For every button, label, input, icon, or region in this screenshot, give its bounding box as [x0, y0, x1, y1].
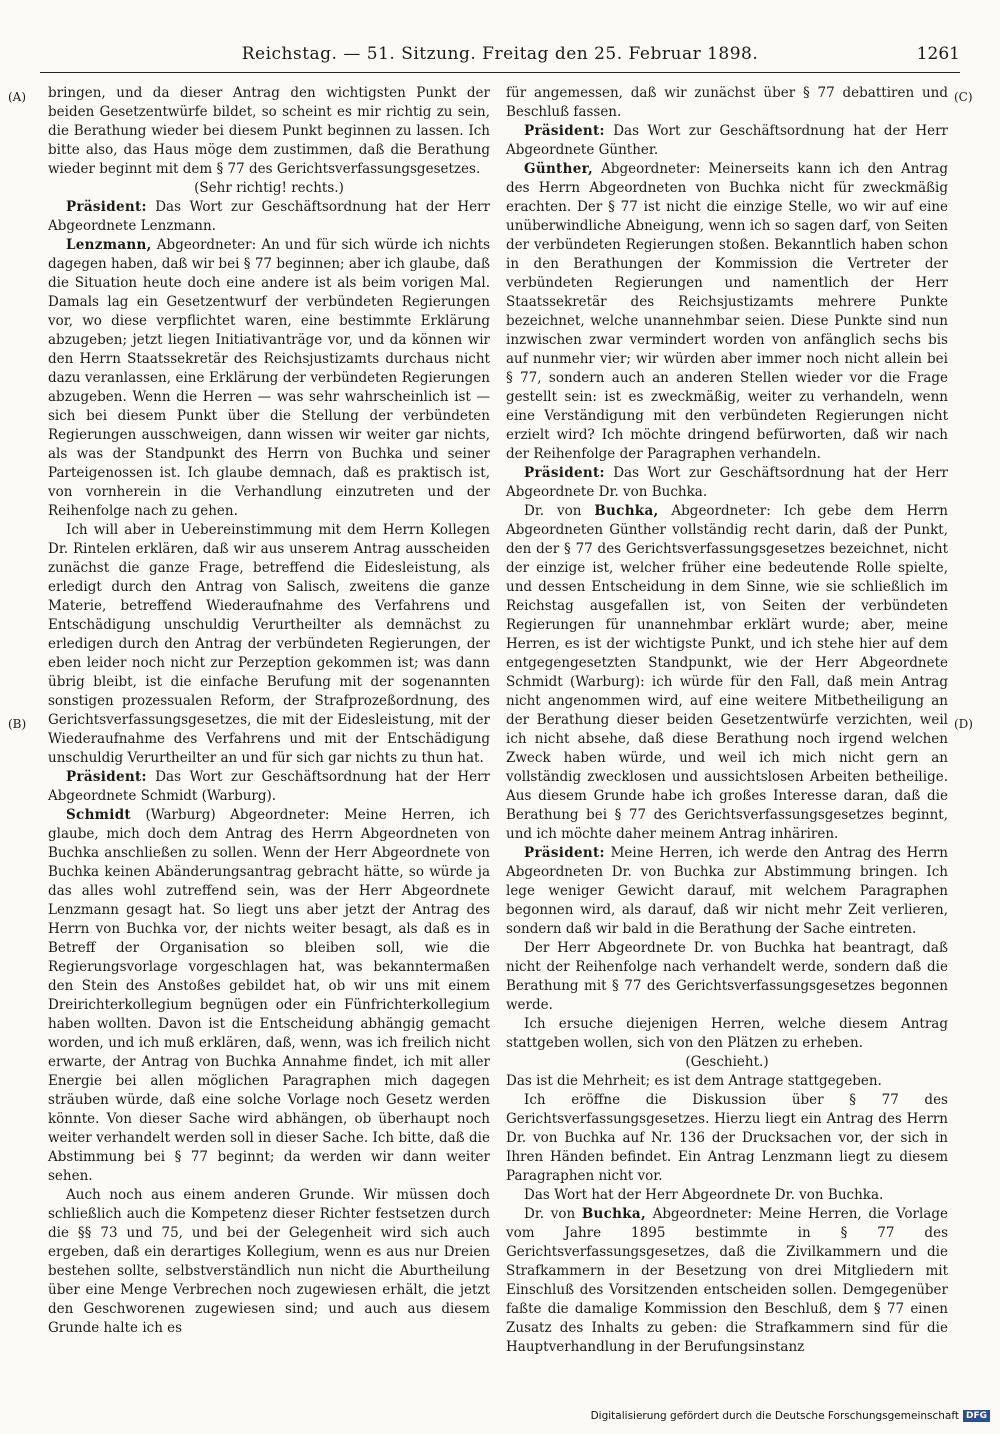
paragraph [506, 464, 948, 502]
paragraph [506, 1205, 948, 1357]
paragraph-text: Ich will aber in Uebereinstimmung mit dem Herrn Kollegen Dr. Rintelen erklären, daß wir aus unserem Antrag ausscheiden zunächst die ganze Frage, betreffend die Eidesleistung, als erledigt durch den Antrag von Salisch, zweitens die ganze Materie, betreffend Wiederaufnahme des Verfahrens und Entschädigung unschuldig Verurtheilter als demnächst zu erledigen durch den Antrag der verbündeten Regierungen, der eben leider noch nicht zur Perzeption gekommen ist; was dann übrig bleibt, ist die einfache Berufung mit der sogenannten sonstigen prozessualen Reform, der Strafprozeßordnung, des Gerichtsverfassungsgesetzes, die mit der Eidesleistung, mit der Wiederaufnahme des Verfahrens und mit der Entschädigung unschuldig Verurtheilter an und für sich gar nichts zu thun hat. [48, 522, 490, 766]
paragraph-text: Abgeordneter: Meinerseits kann ich den Antrag des Herrn Abgeordneten von Buchka nicht für zweckmäßig erachten. Der § 77 ist nicht die einzige Stelle, wo wir auf eine unüberwindliche Abneigung, wenn ich so sagen darf, von Seiten der verbündeten Regierungen stoßen. Bekanntlich haben schon in den Berathungen der Kommission die Vertreter der verbündeten Regierungen und namentlich der Herr Staatssekretär des Reichsjustizamts mehrere Punkte bezeichnet, welche unannehmbar seien. Diese Punkte sind nun inzwischen zwar vermindert worden von anfänglich sechs bis auf nunmehr vier; wir würden aber immer noch nicht allein bei § 77, sondern auch an anderen Stellen wieder vor die Frage gestellt sein: ist es zweckmäßig, weiter zu verhandeln, wenn eine Verständigung mit den verbündeten Regierungen nicht erzielt wird? Ich möchte dringend befürworten, daß wir nach der Reihenfolge der Paragraphen verhandeln. [506, 161, 948, 462]
paragraph-text: Meine Herren, ich werde den Antrag des Herrn Abgeordneten Dr. von Buchka zur Abstimmung bringen. Ich lege weniger Gewicht darauf, mit welchem Paragraphen begonnen wird, als darauf, daß wir nicht mehr Zeit verlieren, sondern daß wir bald in die Berathung der Sache eintreten. [506, 845, 948, 937]
speaker-name: Präsident: [66, 769, 147, 785]
page-header [40, 44, 960, 68]
speaker-name: Schmidt [66, 807, 131, 823]
margin-mark-d: (D) [954, 717, 973, 731]
paragraph-text: (Sehr richtig! rechts.) [194, 180, 344, 196]
paragraph-text: Abgeordneter: Meine Herren, die Vorlage vom Jahre 1895 bestimmte in § 77 des Gerichtsverfassungsgesetzes, daß die Zivilkammern und die Strafkammern in der Besetzung von drei Mitgliedern mit Einschluß des Vorsitzenden entscheiden sollen. Demgegenüber faßte die damalige Kommission den Beschluß, dem § 77 einen Zusatz des Inhalts zu geben: die Strafkammern sind für die Hauptverhandlung in der Berufungsinstanz [506, 1206, 948, 1355]
paragraph-text: Das Wort zur Geschäftsordnung hat der Herr Abgeordnete Schmidt (Warburg). [48, 769, 490, 804]
paragraph-text: Auch noch aus einem anderen Grunde. Wir müssen doch schließlich auch die Kompetenz dieser Richter festsetzen durch die §§ 73 und 75, und bei der Gelegenheit wird sich auch ergeben, daß ein derartiges Kollegium, wenn es aus nur Dreien bestehen sollte, selbstverständlich nun nicht die Aburtheilung über eine Menge Verbrechen noch zugewiesen erhält, die jetzt den Geschworenen zugewiesen sind; und auch aus diesem Grunde halte ich es [48, 1187, 490, 1336]
paragraph [506, 1186, 948, 1205]
margin-mark-c: (C) [954, 90, 973, 104]
speaker-prefix: Dr. von [524, 1206, 582, 1222]
paragraph [506, 1015, 948, 1053]
paragraph-text: Das Wort zur Geschäftsordnung hat der Herr Abgeordnete Dr. von Buchka. [506, 465, 948, 500]
paragraph-text: Das ist die Mehrheit; es ist dem Antrage stattgegeben. [506, 1073, 882, 1089]
paragraph-text: (Warburg) Abgeordneter: Meine Herren, ich glaube, mich doch dem Antrag des Herrn Abgeordneten von Buchka anschließen zu sollen. Wenn der Herr Abgeordnete von Buchka keinen Abänderungsantrag gebracht hätte, so würde ja das alles wohl zutreffend sein, was der Herr Abgeordnete Lenzmann gesagt hat. So liegt uns aber jetzt der Antrag des Herrn von Buchka vor, der nichts weiter besagt, als daß es in Betreff der Organisation so bleiben soll, wie die Regierungsvorlage vorgeschlagen hat, was bekanntermaßen den Stein des Anstoßes gebildet hat, ob wir uns mit einem Dreirichterkollegium begnügen oder ein Fünfrichterkollegium haben wollten. Davon ist die Entscheidung abhängig gemacht worden, und ich muß erklären, daß, wenn, was ich freilich nicht erwarte, der Antrag von Buchka Annahme findet, ich mit aller Energie bei allen möglichen Paragraphen mich dagegen sträuben würde, daß eine solche Vorlage noch Gesetz werden könnte. Von dieser Sache wird abhängen, ob überhaupt noch weiter verhandelt werden soll in dieser Sache. Ich bitte, daß die Abstimmung bei § 77 beginnt; da werden wir dann weiter sehen. [48, 807, 490, 1184]
speaker-name: Buchka, [594, 503, 659, 519]
paragraph [48, 806, 490, 1186]
paragraph-text: Ich eröffne die Diskussion über § 77 des Gerichtsverfassungsgesetzes. Hierzu liegt ein Antrag des Herrn Dr. von Buchka auf Nr. 136 der Drucksachen vor, der sich in Ihren Händen befindet. Ein Antrag Lenzmann liegt zu diesem Paragraphen nicht vor. [506, 1092, 948, 1184]
margin-mark-a: (A) [8, 90, 27, 104]
paragraph-text: Das Wort hat der Herr Abgeordnete Dr. von Buchka. [524, 1187, 884, 1203]
dfg-logo: DFG [963, 1410, 990, 1422]
speaker-name: Lenzmann, [66, 237, 152, 253]
paragraph-text: Der Herr Abgeordnete Dr. von Buchka hat beantragt, daß nicht der Reihenfolge nach verhandelt werde, sondern daß die Berathung mit § 77 des Gerichtsverfassungsgesetzes begonnen werde. [506, 940, 948, 1013]
paragraph-text: Das Wort zur Geschäftsordnung hat der Herr Abgeordnete Lenzmann. [48, 199, 490, 234]
footer [591, 1410, 990, 1422]
page-number: 1261 [916, 44, 960, 64]
paragraph [48, 236, 490, 521]
footer-credit: Digitalisierung gefördert durch die Deutsche Forschungsgemeinschaft [590, 1410, 959, 1422]
paragraph [506, 844, 948, 939]
left-column [48, 84, 490, 1338]
speaker-name: Buchka, [581, 1206, 646, 1222]
paragraph [506, 1053, 948, 1072]
paragraph-text: (Geschieht.) [685, 1054, 769, 1070]
speaker-name: Präsident: [524, 123, 605, 139]
paragraph [48, 768, 490, 806]
speaker-prefix: Dr. von [524, 503, 595, 519]
paragraph [506, 939, 948, 1015]
paragraph [48, 198, 490, 236]
paragraph [506, 502, 948, 844]
paragraph-text: Abgeordneter: Ich gebe dem Herrn Abgeordneten Günther vollständig recht darin, daß der Punkt, den der § 77 des Gerichtsverfassungsgesetzes bezeichnet, nicht der einzige ist, welcher früher eine bedeutende Rolle spielte, und dessen Entscheidung in dem Sinne, wie sie schließlich im Reichstag ausgefallen ist, von Seiten der verbündeten Regierungen für unannehmbar erklärt wurde; aber, meine Herren, es ist der wichtigste Punkt, und ich stehe hier auf dem entgegengesetzten Standpunkt, wie der Herr Abgeordnete Schmidt (Warburg): ich würde für den Fall, daß mein Antrag nicht angenommen wird, auf eine weitere Mitbetheiligung an der Berathung dieser beiden Gesetzentwürfe verzichten, weil ich nicht absehe, daß diese Berathung noch irgend welchen Zweck haben würde, und weil ich mich nicht gern an vollständig zwecklosen und aussichtslosen Arbeiten betheilige. Aus diesem Grunde habe ich großes Interesse daran, daß die Berathung bei § 77 des Gerichtsverfassungsgesetzes beginnt, und ich möchte daher meinem Antrag inhäriren. [506, 503, 948, 842]
paragraph [506, 84, 948, 122]
paragraph [48, 521, 490, 768]
paragraph [48, 179, 490, 198]
paragraph-text: Ich ersuche diejenigen Herren, welche diesem Antrag stattgeben wollen, sich von den Plätzen zu erheben. [506, 1016, 948, 1051]
speaker-name: Präsident: [66, 199, 147, 215]
paragraph [48, 84, 490, 179]
paragraph [48, 1186, 490, 1338]
speaker-name: Günther, [524, 161, 594, 177]
speaker-name: Präsident: [524, 845, 605, 861]
paragraph [506, 160, 948, 464]
paragraph [506, 1072, 948, 1091]
paragraph [506, 122, 948, 160]
header-rule [40, 72, 960, 73]
paragraph-text: Das Wort zur Geschäftsordnung hat der Herr Abgeordnete Günther. [506, 123, 948, 158]
paragraph [506, 1091, 948, 1186]
paragraph-text: bringen, und da dieser Antrag den wichtigsten Punkt der beiden Gesetzentwürfe bildet, so scheint es mir richtig zu sein, die Berathung wieder bei diesem Punkt beginnen zu lassen. Ich bitte also, das Haus möge dem zustimmen, daß die Berathung wieder beginnt mit dem § 77 des Gerichtsverfassungsgesetzes. [48, 85, 490, 177]
running-title: Reichstag. — 51. Sitzung. Freitag den 25. Februar 1898. [241, 44, 759, 64]
right-column [506, 84, 948, 1357]
paragraph-text: Abgeordneter: An und für sich würde ich nichts dagegen haben, daß wir bei § 77 beginnen; aber ich glaube, daß die Situation heute doch eine andere ist als beim vorigen Mal. Damals lag ein Gesetzentwurf der verbündeten Regierungen vor, wo diese verpflichtet waren, eine bestimmte Erklärung abzugeben; jetzt liegen Initiativanträge vor, und da können wir den Herrn Staatssekretär des Reichsjustizamts durchaus nicht dazu veranlassen, eine Erklärung der verbündeten Regierungen abzugeben. Wenn die Herren — was sehr wahrscheinlich ist — sich bei diesem Punkt über die Stellung der verbündeten Regierungen ausschweigen, dann wissen wir weiter gar nichts, als was der Standpunkt des Herrn von Buchka und seiner Parteigenossen ist. Ich glaube demnach, daß es praktisch ist, von vornherein in die Verhandlung einzutreten und der Reihenfolge nach zu gehen. [48, 237, 490, 519]
margin-mark-b: (B) [8, 717, 27, 731]
paragraph-text: für angemessen, daß wir zunächst über § 77 debattiren und Beschluß fassen. [506, 85, 948, 120]
speaker-name: Präsident: [524, 465, 605, 481]
